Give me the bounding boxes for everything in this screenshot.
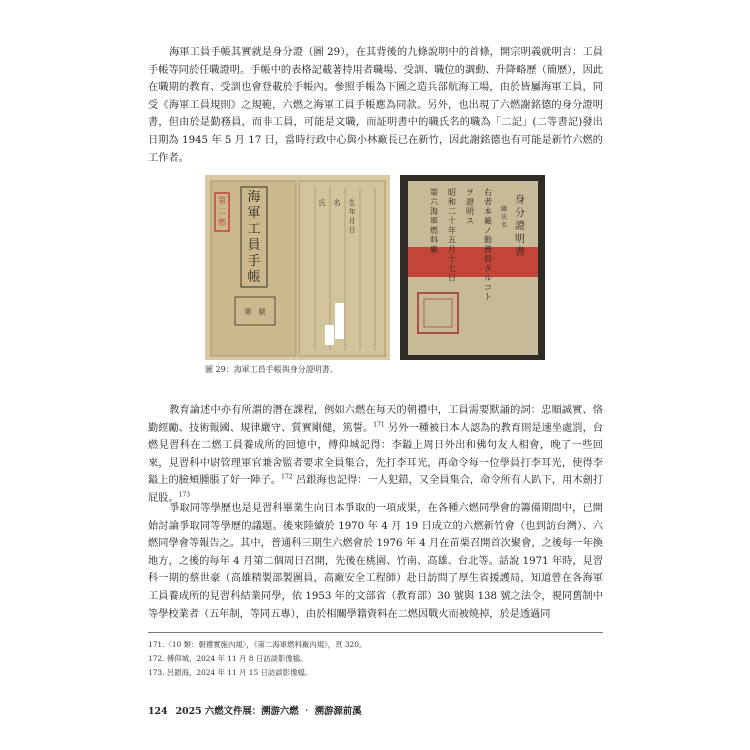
handbook-photo bbox=[205, 175, 390, 360]
figure-naval-worker-handbook bbox=[205, 175, 390, 360]
certificate-name-label: 職氏名 bbox=[500, 206, 508, 229]
footnote-divider bbox=[148, 632, 603, 633]
certificate-text-column: 第六海軍燃料廠 bbox=[430, 188, 438, 254]
footnote: 172. 傅仰城，2024 年 11 月 8 日訪談影像檔。 bbox=[148, 654, 308, 663]
paragraph-text: 教育論述中亦有所謂的潛在課程，例如六燃在每天的朝禮中，工員需要默誦的詞：忠順誠實、恪勤經勵、技術報國、規律嚴守、質實剛健，篤誓。 bbox=[148, 405, 603, 434]
certificate-photo bbox=[400, 175, 545, 360]
footnote-ref: 171 bbox=[373, 421, 385, 429]
body-paragraph-2 bbox=[148, 402, 603, 508]
handbook-field-label: 氏 bbox=[318, 199, 326, 207]
certificate-title: 身分證明書 bbox=[515, 195, 525, 258]
footnote: 173. 呂銀海，2024 年 11 月 15 日訪談影像檔。 bbox=[148, 668, 313, 677]
paragraph-text: 另外一種被日本人認為的教育則是速坐處罰，台燃見習科在二燃工員養成所的回憶中，傅仰城記得：李鎰上周日外出和佛句友人相會，晚了一些回來，見習科中尉管理軍官兼舍監者要求全員集合，先打李耳光，再命令每一位學員打李耳光，使得李鎰上的臉頰腫脹了好一陣子。 bbox=[148, 422, 603, 487]
handbook-field-label: 生年月日 bbox=[348, 199, 356, 234]
number-label: 第 號 bbox=[244, 308, 266, 316]
handbook-field-label: 名 bbox=[333, 199, 341, 207]
stamp-text: 第二燃 bbox=[218, 196, 226, 227]
paragraph-text: 呂銀海也記得：一人犯錯，又全員集合，命令所有人趴下，用木劍打屁股。 bbox=[148, 475, 603, 504]
paragraph-text: 海軍工員手帳其實就是身分證（圖 29），在其背後的九條說明中的首條，開宗明義就明言：工員手帳等同於任職證明。手帳中的表格記載著持用者職場、受訓、職位的調動、升降略歷（簡歷），因此在職期的教育、受訓也會登載於手帳內。參照手帳為下圖之造兵部航海工場，由於皆屬海軍工員，同受《海軍工員規則》之規範，六燃之海軍工員手帳應為同款。另外，也出現了六燃謝銘德的身分證明書，但由於是勤務員，而非工員，可能是文職，而証明書中的職氏名的職為「二記」(二等書記)發出日期為 1945 年 5 月 17 日，當時行政中心與小林廠長已在新竹，因此謝銘德也有可能是新竹六燃的工作者。 bbox=[148, 47, 603, 164]
figure-identity-certificate bbox=[400, 175, 545, 360]
certificate-text-column: ヲ證明ス bbox=[466, 188, 474, 226]
figure-caption: 圖 29：海軍工員手帳與身分證明書。 bbox=[205, 365, 338, 374]
body-paragraph-3 bbox=[148, 500, 603, 623]
footnote-ref: 172 bbox=[281, 473, 293, 481]
paragraph-text: 爭取同等學歷也是見習科畢業生向日本爭取的一項成果，在各種六燃同學會的籌備期間中，已開始討論爭取同等學歷的議題。後來陸續於 1970 年 4 月 19 日成立的六燃新竹會（也到訪台灣）、六燃同學會等報告之。其中，普通科三期生六燃會於 1976 年 4 月在苗栗召開首次聚會，之後每一年換地方，之後的每年 4 月第二個周日召開，先後在桃園、竹南、高雄、台北等。話說 1971 年時，見習科一期的蔡世豪（高雄精製部製圖員，高廠安全工程師）赴日訪問了厚生省援護局，知道曾在各海軍工員養成所的見習科結業同學，依 1953 年的文部省（教育部）30 號與 138 號之法令，視同舊制中等學校業者（五年制，等同五專），由於相關學籍資料在二燃因戰火而被燒掉，於是透過同 bbox=[148, 503, 603, 620]
certificate-text-column: 昭和二十年五月十七日 bbox=[448, 188, 456, 283]
footnote: 171.〈10 類：朝禮實施內規〉，《第二海軍燃料廠內規》，頁 320。 bbox=[148, 640, 367, 649]
footnote-ref: 173 bbox=[178, 491, 191, 499]
book-title: 2025 六燃文件展：溯游六燃 ‧ 溯游源前溪 bbox=[175, 706, 362, 717]
handbook-title: 海軍工員手帳 bbox=[247, 190, 261, 285]
body-paragraph-1 bbox=[148, 44, 603, 167]
page-footer bbox=[148, 703, 369, 717]
certificate-text-column: 右者本廠ノ勤務員タルコト bbox=[484, 188, 492, 302]
page-number: 124 bbox=[148, 706, 168, 717]
